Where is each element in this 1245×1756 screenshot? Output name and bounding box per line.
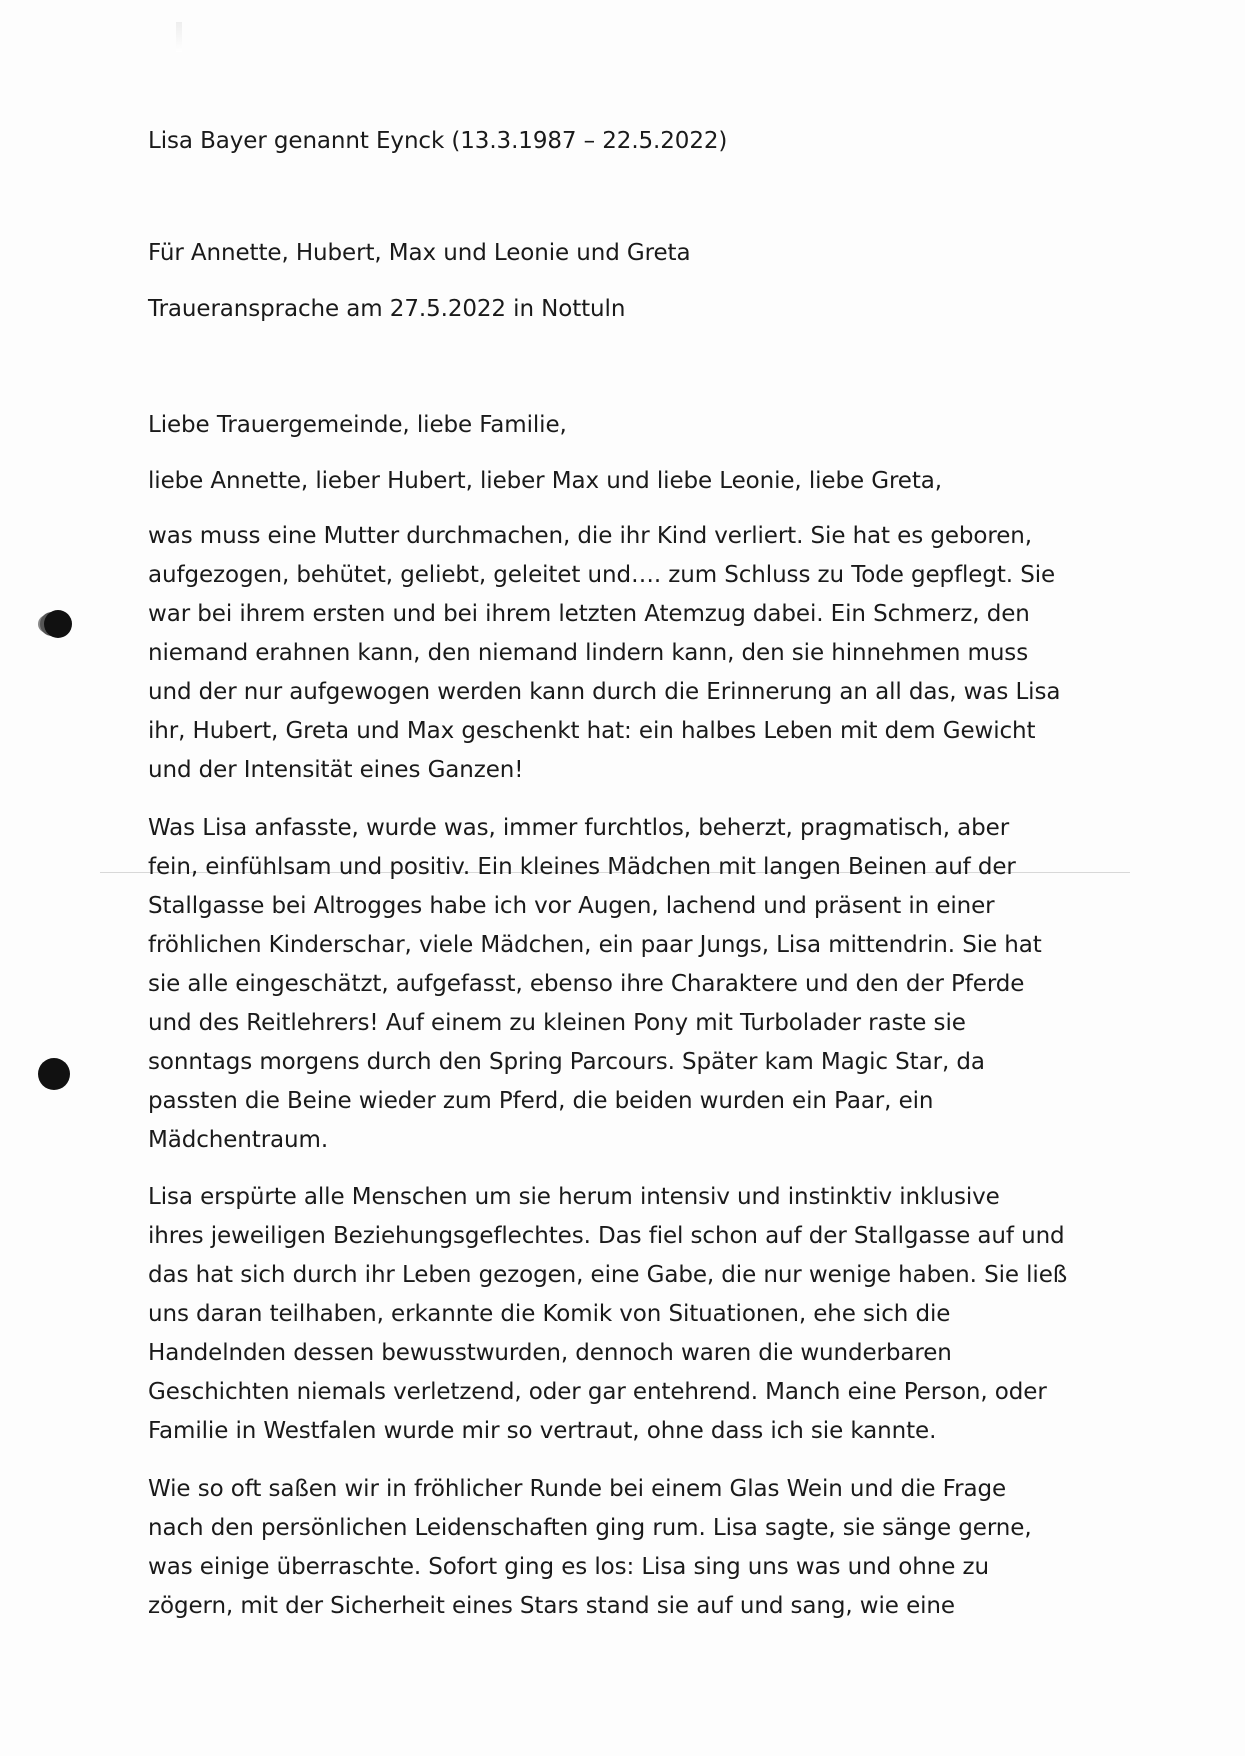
salutation-line-1: Liebe Trauergemeinde, liebe Familie, bbox=[148, 412, 567, 438]
paragraph-3-line: das hat sich durch ihr Leben gezogen, eine Gabe, die nur wenige haben. Sie ließ bbox=[148, 1262, 1068, 1288]
paragraph-2-line: sonntags morgens durch den Spring Parcours. Später kam Magic Star, da bbox=[148, 1049, 985, 1075]
paragraph-2-line: fein, einfühlsam und positiv. Ein kleines Mädchen mit langen Beinen auf der bbox=[148, 854, 1016, 880]
paragraph-1-line: ihr, Hubert, Greta und Max geschenkt hat: ein halbes Leben mit dem Gewicht bbox=[148, 718, 1036, 744]
paragraph-1-line: und der Intensität eines Ganzen! bbox=[148, 757, 524, 783]
paragraph-3-line: Familie in Westfalen wurde mir so vertraut, ohne dass ich sie kannte. bbox=[148, 1418, 937, 1444]
paragraph-4-line: zögern, mit der Sicherheit eines Stars stand sie auf und sang, wie eine bbox=[148, 1593, 955, 1619]
paragraph-2-line: Was Lisa anfasste, wurde was, immer furchtlos, beherzt, pragmatisch, aber bbox=[148, 815, 1010, 841]
paragraph-4-line: Wie so oft saßen wir in fröhlicher Runde bei einem Glas Wein und die Frage bbox=[148, 1476, 1007, 1502]
paragraph-4-line: was einige überraschte. Sofort ging es los: Lisa sing uns was und ohne zu bbox=[148, 1554, 989, 1580]
salutation-line-2: liebe Annette, lieber Hubert, lieber Max und liebe Leonie, liebe Greta, bbox=[148, 468, 942, 494]
paragraph-2-line: und des Reitlehrers! Auf einem zu kleinen Pony mit Turbolader raste sie bbox=[148, 1010, 966, 1036]
paragraph-3-line: Lisa erspürte alle Menschen um sie herum intensiv und instinktiv inklusive bbox=[148, 1184, 1000, 1210]
paragraph-3-line: ihres jeweiligen Beziehungsgeflechtes. Das fiel schon auf der Stallgasse auf und bbox=[148, 1223, 1065, 1249]
occasion-line: Traueransprache am 27.5.2022 in Nottuln bbox=[148, 296, 626, 322]
paragraph-2-line: Mädchentraum. bbox=[148, 1127, 329, 1153]
punch-hole-top bbox=[44, 610, 72, 638]
paragraph-3-line: uns daran teilhaben, erkannte die Komik von Situationen, ehe sich die bbox=[148, 1301, 951, 1327]
paragraph-1-line: und der nur aufgewogen werden kann durch die Erinnerung an all das, was Lisa bbox=[148, 679, 1061, 705]
name-line: Lisa Bayer genannt Eynck (13.3.1987 – 22.5.2022) bbox=[148, 128, 728, 154]
paragraph-2-line: sie alle eingeschätzt, aufgefasst, ebenso ihre Charaktere und den der Pferde bbox=[148, 971, 1025, 997]
paragraph-3-line: Geschichten niemals verletzend, oder gar entehrend. Manch eine Person, oder bbox=[148, 1379, 1047, 1405]
dedication-line: Für Annette, Hubert, Max und Leonie und Greta bbox=[148, 240, 691, 266]
punch-hole-bottom bbox=[38, 1058, 70, 1090]
paragraph-1-line: war bei ihrem ersten und bei ihrem letzten Atemzug dabei. Ein Schmerz, den bbox=[148, 601, 1030, 627]
paragraph-2-line: Stallgasse bei Altrogges habe ich vor Augen, lachend und präsent in einer bbox=[148, 893, 995, 919]
scan-mark bbox=[176, 22, 182, 52]
paragraph-4-line: nach den persönlichen Leidenschaften ging rum. Lisa sagte, sie sänge gerne, bbox=[148, 1515, 1032, 1541]
paragraph-2-line: fröhlichen Kinderschar, viele Mädchen, ein paar Jungs, Lisa mittendrin. Sie hat bbox=[148, 932, 1042, 958]
paragraph-1-line: was muss eine Mutter durchmachen, die ihr Kind verliert. Sie hat es geboren, bbox=[148, 523, 1032, 549]
paragraph-1-line: niemand erahnen kann, den niemand lindern kann, den sie hinnehmen muss bbox=[148, 640, 1029, 666]
paragraph-3-line: Handelnden dessen bewusstwurden, dennoch waren die wunderbaren bbox=[148, 1340, 952, 1366]
paragraph-1-line: aufgezogen, behütet, geliebt, geleitet und…. zum Schluss zu Tode gepflegt. Sie bbox=[148, 562, 1056, 588]
paragraph-2-line: passten die Beine wieder zum Pferd, die beiden wurden ein Paar, ein bbox=[148, 1088, 934, 1114]
